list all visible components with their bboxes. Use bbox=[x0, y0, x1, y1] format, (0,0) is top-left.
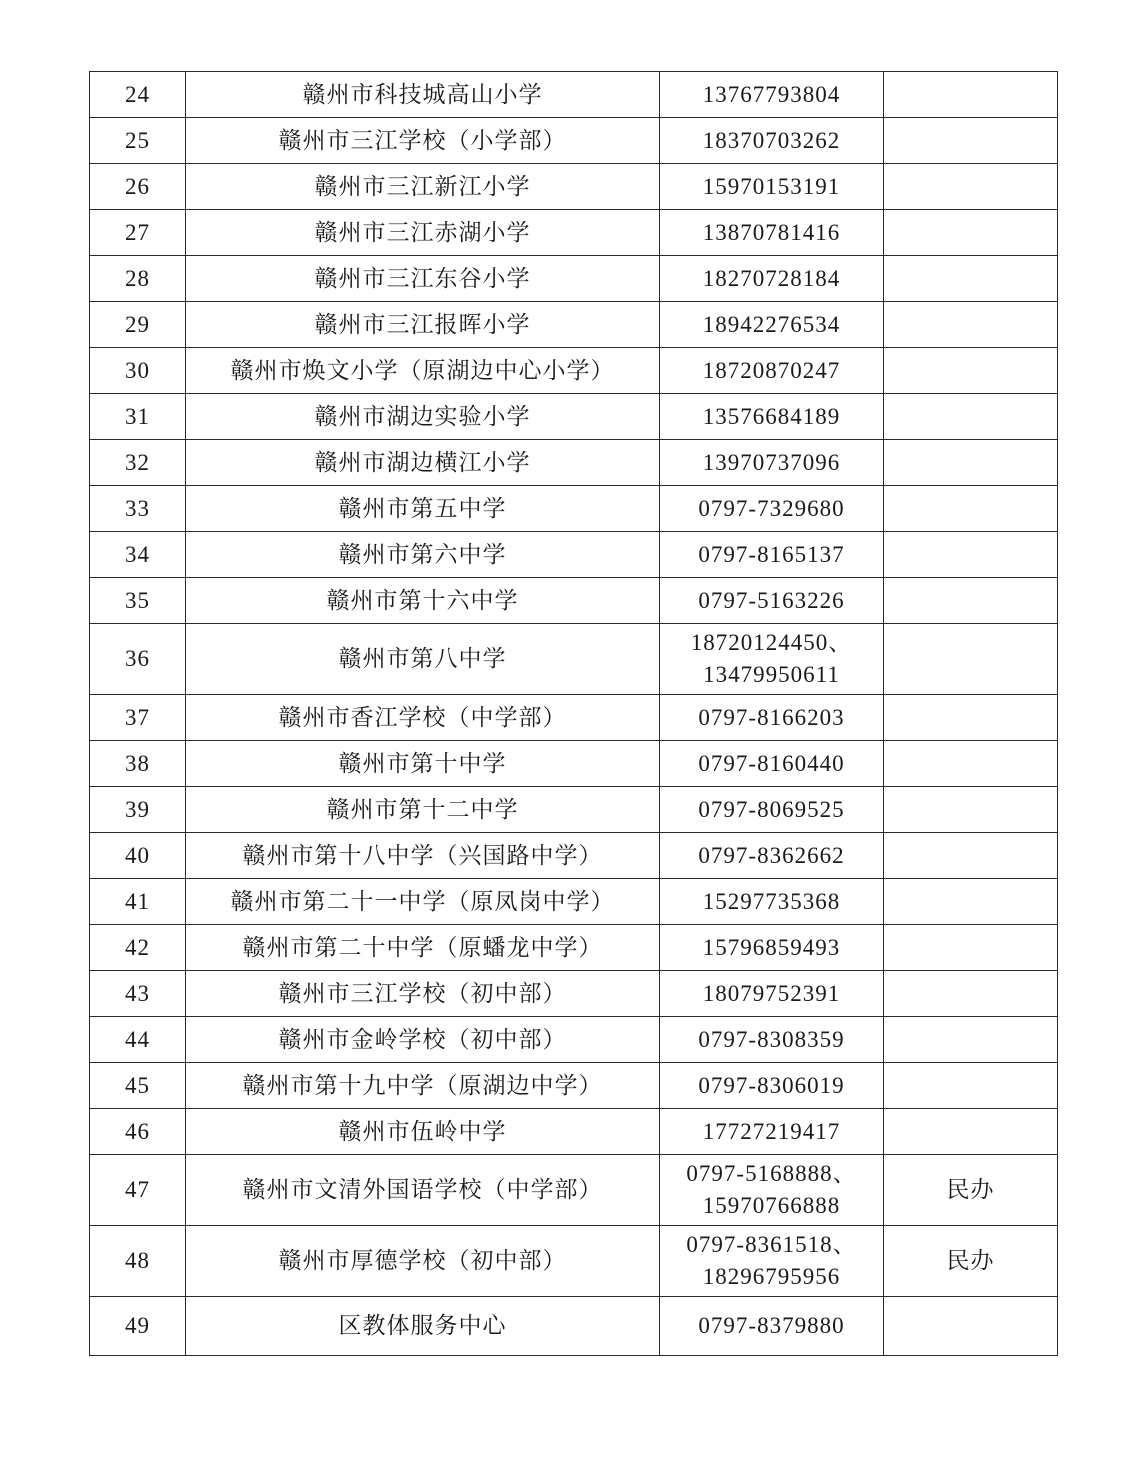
note-cell: 民办 bbox=[884, 1226, 1058, 1297]
table-row bbox=[90, 532, 1058, 578]
phone-cell bbox=[660, 532, 884, 578]
table-row bbox=[90, 833, 1058, 879]
row-number: 37 bbox=[90, 695, 186, 741]
note-cell: 民办 bbox=[884, 1155, 1058, 1226]
note-cell bbox=[884, 302, 1058, 348]
phone-number: 0797-8379880 bbox=[698, 1313, 845, 1338]
row-number: 27 bbox=[90, 210, 186, 256]
row-number: 41 bbox=[90, 879, 186, 925]
phone-number: 18079752391 bbox=[702, 980, 841, 1006]
phone-number: 0797-7329680 bbox=[698, 495, 845, 521]
note-cell bbox=[884, 741, 1058, 787]
table-row bbox=[90, 348, 1058, 394]
row-number: 35 bbox=[90, 578, 186, 624]
note-cell bbox=[884, 1017, 1058, 1063]
row-number: 32 bbox=[90, 440, 186, 486]
row-number: 34 bbox=[90, 532, 186, 578]
phone-cell bbox=[660, 624, 884, 695]
note-cell bbox=[884, 256, 1058, 302]
row-number: 31 bbox=[90, 394, 186, 440]
note-cell bbox=[884, 440, 1058, 486]
phone-cell bbox=[660, 578, 884, 624]
note-cell bbox=[884, 971, 1058, 1017]
phone-number: 18720870247 bbox=[702, 357, 841, 383]
row-number: 49 bbox=[90, 1297, 186, 1356]
table-row bbox=[90, 971, 1058, 1017]
school-name: 赣州市香江学校（中学部） bbox=[186, 695, 660, 741]
school-name: 赣州市第二十一中学（原凤岗中学） bbox=[186, 879, 660, 925]
row-number: 33 bbox=[90, 486, 186, 532]
school-name: 赣州市第二十中学（原蟠龙中学） bbox=[186, 925, 660, 971]
table-row bbox=[90, 578, 1058, 624]
phone-cell bbox=[660, 1017, 884, 1063]
note-cell bbox=[884, 879, 1058, 925]
school-contact-table bbox=[89, 71, 1058, 1356]
phone-cell bbox=[660, 1109, 884, 1155]
phone-number: 15297735368 bbox=[702, 888, 841, 914]
school-name: 赣州市湖边实验小学 bbox=[186, 394, 660, 440]
table-row bbox=[90, 118, 1058, 164]
school-name: 赣州市文清外国语学校（中学部） bbox=[186, 1155, 660, 1226]
row-number: 29 bbox=[90, 302, 186, 348]
phone-number: 0797-5163226 bbox=[698, 587, 845, 613]
school-name: 赣州市第十九中学（原湖边中学） bbox=[186, 1063, 660, 1109]
phone-number: 18296795956 bbox=[702, 1264, 841, 1289]
phone-cell bbox=[660, 348, 884, 394]
phone-number: 18270728184 bbox=[702, 265, 841, 291]
school-name: 赣州市科技城高山小学 bbox=[186, 72, 660, 118]
table-row bbox=[90, 1155, 1058, 1226]
phone-cell bbox=[660, 971, 884, 1017]
school-name: 赣州市伍岭中学 bbox=[186, 1109, 660, 1155]
note-cell bbox=[884, 118, 1058, 164]
school-name: 赣州市第十中学 bbox=[186, 741, 660, 787]
table-row bbox=[90, 787, 1058, 833]
phone-number: 13479950611 bbox=[703, 662, 840, 687]
phone-cell bbox=[660, 695, 884, 741]
table-row bbox=[90, 925, 1058, 971]
row-number: 38 bbox=[90, 741, 186, 787]
school-name: 赣州市第十八中学（兴国路中学） bbox=[186, 833, 660, 879]
phone-cell bbox=[660, 1226, 884, 1297]
table-row bbox=[90, 256, 1058, 302]
phone-cell bbox=[660, 1155, 884, 1226]
phone-number: 0797-8306019 bbox=[698, 1072, 845, 1098]
table-row bbox=[90, 1297, 1058, 1356]
phone-cell bbox=[660, 440, 884, 486]
phone-number: 0797-8160440 bbox=[698, 750, 845, 776]
phone-number: 13970737096 bbox=[702, 449, 841, 475]
phone-number: 0797-8361518、 bbox=[686, 1232, 857, 1257]
phone-cell bbox=[660, 118, 884, 164]
phone-number: 0797-8165137 bbox=[698, 541, 845, 567]
note-cell bbox=[884, 1063, 1058, 1109]
phone-cell bbox=[660, 72, 884, 118]
table-row bbox=[90, 164, 1058, 210]
phone-number: 18942276534 bbox=[702, 311, 841, 337]
row-number: 28 bbox=[90, 256, 186, 302]
row-number: 39 bbox=[90, 787, 186, 833]
phone-cell bbox=[660, 833, 884, 879]
row-number: 24 bbox=[90, 72, 186, 118]
row-number: 42 bbox=[90, 925, 186, 971]
table-row bbox=[90, 741, 1058, 787]
phone-cell bbox=[660, 1297, 884, 1356]
school-name: 赣州市厚德学校（初中部） bbox=[186, 1226, 660, 1297]
table-row bbox=[90, 695, 1058, 741]
note-cell bbox=[884, 164, 1058, 210]
note-cell bbox=[884, 394, 1058, 440]
row-number: 46 bbox=[90, 1109, 186, 1155]
phone-cell bbox=[660, 879, 884, 925]
table-body bbox=[90, 72, 1058, 1356]
note-cell bbox=[884, 833, 1058, 879]
school-name: 赣州市三江新江小学 bbox=[186, 164, 660, 210]
row-number: 36 bbox=[90, 624, 186, 695]
note-cell bbox=[884, 532, 1058, 578]
school-name: 区教体服务中心 bbox=[186, 1297, 660, 1356]
note-cell bbox=[884, 578, 1058, 624]
note-cell bbox=[884, 787, 1058, 833]
table-row bbox=[90, 624, 1058, 695]
table-row bbox=[90, 879, 1058, 925]
note-cell bbox=[884, 925, 1058, 971]
phone-cell bbox=[660, 394, 884, 440]
row-number: 47 bbox=[90, 1155, 186, 1226]
school-name: 赣州市三江学校（初中部） bbox=[186, 971, 660, 1017]
note-cell bbox=[884, 1109, 1058, 1155]
row-number: 45 bbox=[90, 1063, 186, 1109]
phone-cell bbox=[660, 925, 884, 971]
note-cell bbox=[884, 486, 1058, 532]
school-name: 赣州市第十六中学 bbox=[186, 578, 660, 624]
school-name: 赣州市金岭学校（初中部） bbox=[186, 1017, 660, 1063]
school-name: 赣州市第五中学 bbox=[186, 486, 660, 532]
phone-cell bbox=[660, 302, 884, 348]
note-cell bbox=[884, 695, 1058, 741]
table-row bbox=[90, 486, 1058, 532]
phone-number: 13767793804 bbox=[702, 81, 841, 107]
table-row bbox=[90, 1226, 1058, 1297]
row-number: 25 bbox=[90, 118, 186, 164]
table-row bbox=[90, 1109, 1058, 1155]
phone-number: 13576684189 bbox=[702, 403, 841, 429]
phone-number: 0797-8166203 bbox=[698, 704, 845, 730]
phone-cell bbox=[660, 210, 884, 256]
phone-number: 0797-8308359 bbox=[698, 1026, 845, 1052]
phone-cell bbox=[660, 741, 884, 787]
note-cell bbox=[884, 624, 1058, 695]
phone-number: 15970766888 bbox=[702, 1193, 841, 1218]
row-number: 40 bbox=[90, 833, 186, 879]
school-name: 赣州市焕文小学（原湖边中心小学） bbox=[186, 348, 660, 394]
school-name: 赣州市第八中学 bbox=[186, 624, 660, 695]
phone-cell bbox=[660, 256, 884, 302]
school-name: 赣州市第十二中学 bbox=[186, 787, 660, 833]
school-name: 赣州市三江赤湖小学 bbox=[186, 210, 660, 256]
row-number: 48 bbox=[90, 1226, 186, 1297]
phone-number: 15796859493 bbox=[702, 934, 841, 960]
table-row bbox=[90, 72, 1058, 118]
phone-number: 17727219417 bbox=[702, 1118, 841, 1144]
note-cell bbox=[884, 210, 1058, 256]
table-row bbox=[90, 302, 1058, 348]
phone-cell bbox=[660, 486, 884, 532]
table-row bbox=[90, 440, 1058, 486]
row-number: 43 bbox=[90, 971, 186, 1017]
note-cell bbox=[884, 348, 1058, 394]
school-name: 赣州市第六中学 bbox=[186, 532, 660, 578]
note-cell bbox=[884, 72, 1058, 118]
note-cell bbox=[884, 1297, 1058, 1356]
table-row bbox=[90, 394, 1058, 440]
phone-cell bbox=[660, 164, 884, 210]
phone-cell bbox=[660, 787, 884, 833]
school-name: 赣州市三江学校（小学部） bbox=[186, 118, 660, 164]
phone-number: 13870781416 bbox=[702, 219, 841, 245]
table-row bbox=[90, 1017, 1058, 1063]
table-row bbox=[90, 210, 1058, 256]
row-number: 26 bbox=[90, 164, 186, 210]
phone-cell bbox=[660, 1063, 884, 1109]
row-number: 30 bbox=[90, 348, 186, 394]
phone-number: 18370703262 bbox=[702, 127, 841, 153]
phone-number: 0797-5168888、 bbox=[686, 1161, 857, 1186]
row-number: 44 bbox=[90, 1017, 186, 1063]
phone-number: 15970153191 bbox=[702, 173, 841, 199]
phone-number: 0797-8362662 bbox=[698, 842, 845, 868]
table-row bbox=[90, 1063, 1058, 1109]
school-name: 赣州市湖边横江小学 bbox=[186, 440, 660, 486]
school-name: 赣州市三江东谷小学 bbox=[186, 256, 660, 302]
phone-number: 18720124450、 bbox=[690, 630, 853, 655]
phone-number: 0797-8069525 bbox=[698, 796, 845, 822]
school-name: 赣州市三江报晖小学 bbox=[186, 302, 660, 348]
